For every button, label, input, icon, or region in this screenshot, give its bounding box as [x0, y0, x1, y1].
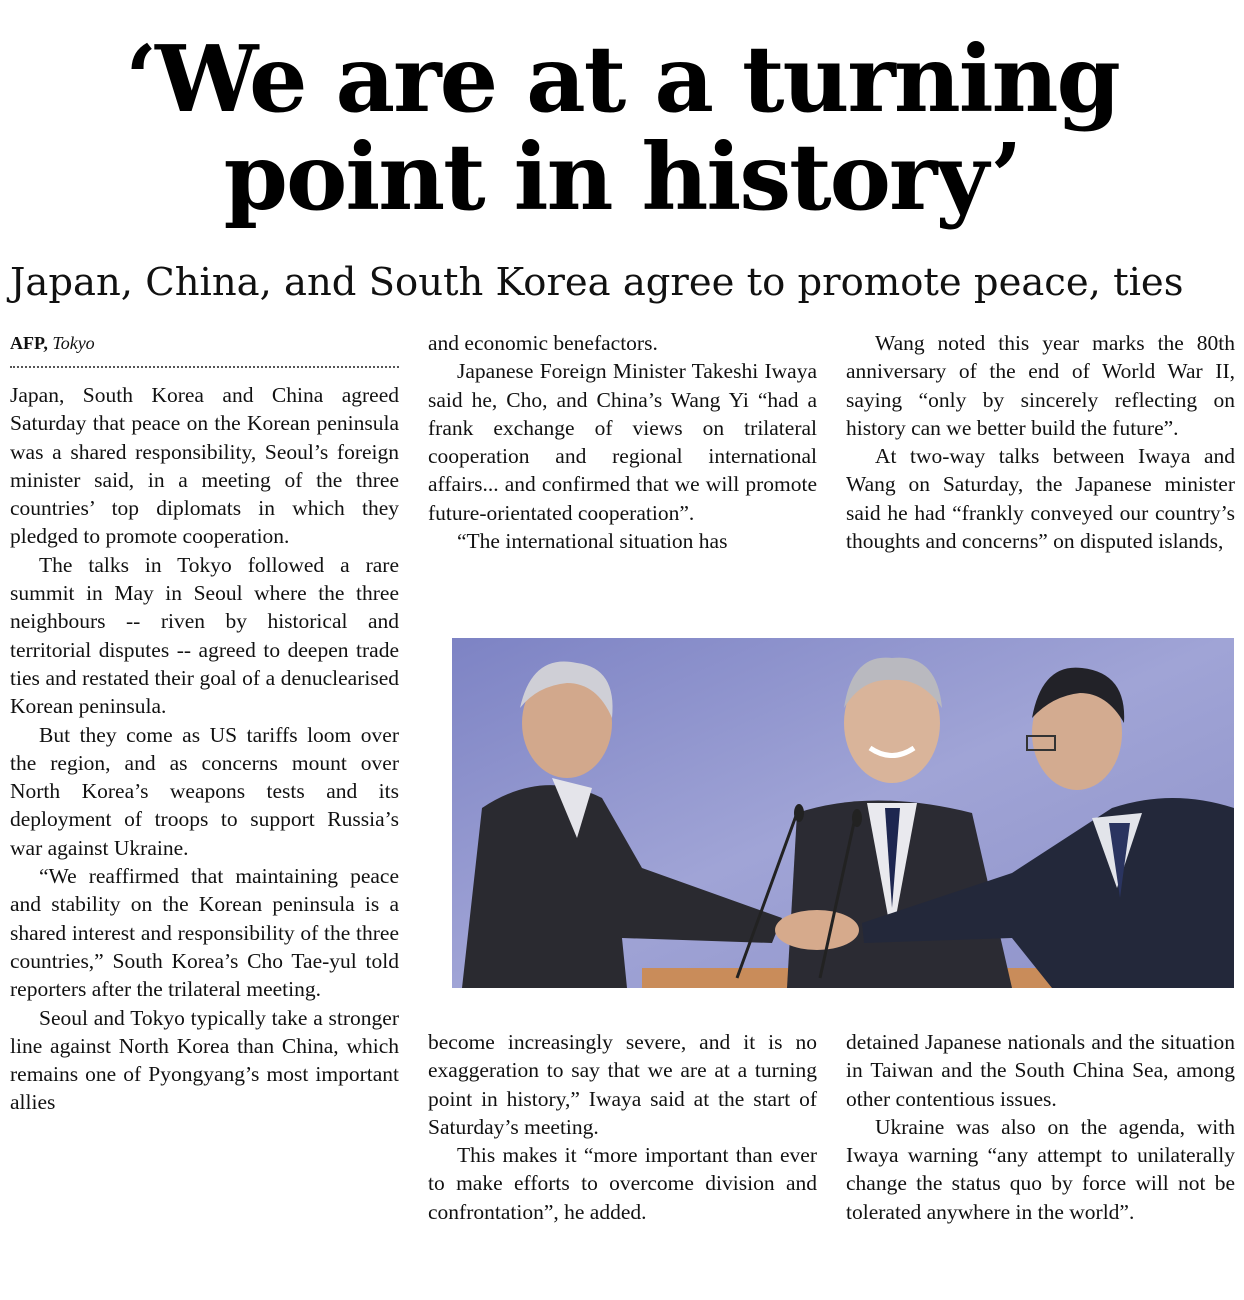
- byline-agency: AFP,: [10, 333, 48, 353]
- paragraph: Wang noted this year marks the 80th anniversary of the end of World War II, saying “only by sincerely reflecting on history can we better build the future”.: [846, 331, 1235, 440]
- byline: [10, 330, 399, 368]
- article-column-3-bottom: [846, 1028, 1235, 1226]
- paragraph: The talks in Tokyo followed a rare summit in May in Seoul where the three neighbours -- riven by historical and territorial disputes -- agreed to deepen trade ties and restated their goal of a denuclearised Korean peninsula.: [10, 552, 399, 719]
- paragraph: detained Japanese nationals and the situation in Taiwan and the South China Sea, among other contentious issues.: [846, 1030, 1235, 1111]
- subheadline: Japan, China, and South Korea agree to promote peace, ties: [10, 260, 1184, 305]
- paragraph: become increasingly severe, and it is no exaggeration to say that we are at a turning point in history,” Iwaya said at the start of Saturday’s meeting.: [428, 1030, 817, 1139]
- headline: ‘We are at a turning point in history’: [125, 25, 1119, 231]
- paragraph: Japan, South Korea and China agreed Saturday that peace on the Korean peninsula was a shared responsibility, Seoul’s foreign minister said, in a meeting of the three countries’ top diplomats in which they pledged to promote cooperation.: [10, 383, 399, 549]
- paragraph: “We reaffirmed that maintaining peace and stability on the Korean peninsula is a shared interest and responsibility of the three countries,” South Korea’s Cho Tae-yul told reporters after the trilateral meeting.: [10, 864, 399, 1002]
- news-photo-ministers-handshake: [452, 638, 1234, 988]
- article-column-1: [10, 381, 399, 1117]
- paragraph: Ukraine was also on the agenda, with Iwaya warning “any attempt to unilaterally change the status quo by force will not be tolerated anywhere in the world”.: [846, 1114, 1235, 1224]
- paragraph: “The international situation has: [457, 529, 728, 554]
- article-column-2-bottom: [428, 1028, 817, 1226]
- paragraph: This makes it “more important than ever to make efforts to overcome division and confrontation”, he added.: [428, 1143, 817, 1224]
- article-column-2-top: [428, 329, 817, 555]
- paragraph: But they come as US tariffs loom over the region, and as concerns mount over North Korea’s weapons tests and its deployment of troops to support Russia’s war against Ukraine.: [10, 722, 399, 860]
- paragraph: and economic benefactors.: [428, 331, 658, 355]
- paragraph: Japanese Foreign Minister Takeshi Iwaya said he, Cho, and China’s Wang Yi “had a frank exchange of views on trilateral cooperation and regional international affairs... and confirmed that we will promote future-orientated cooperation”.: [428, 359, 817, 525]
- paragraph: Seoul and Tokyo typically take a stronger line against North Korea than China, which remains one of Pyongyang’s most important allies: [10, 1005, 399, 1115]
- byline-location: Tokyo: [52, 333, 95, 353]
- article-column-3-top: [846, 329, 1235, 555]
- paragraph: At two-way talks between Iwaya and Wang on Saturday, the Japanese minister said he had “frankly conveyed our country’s thoughts and concerns” on disputed islands,: [846, 444, 1235, 554]
